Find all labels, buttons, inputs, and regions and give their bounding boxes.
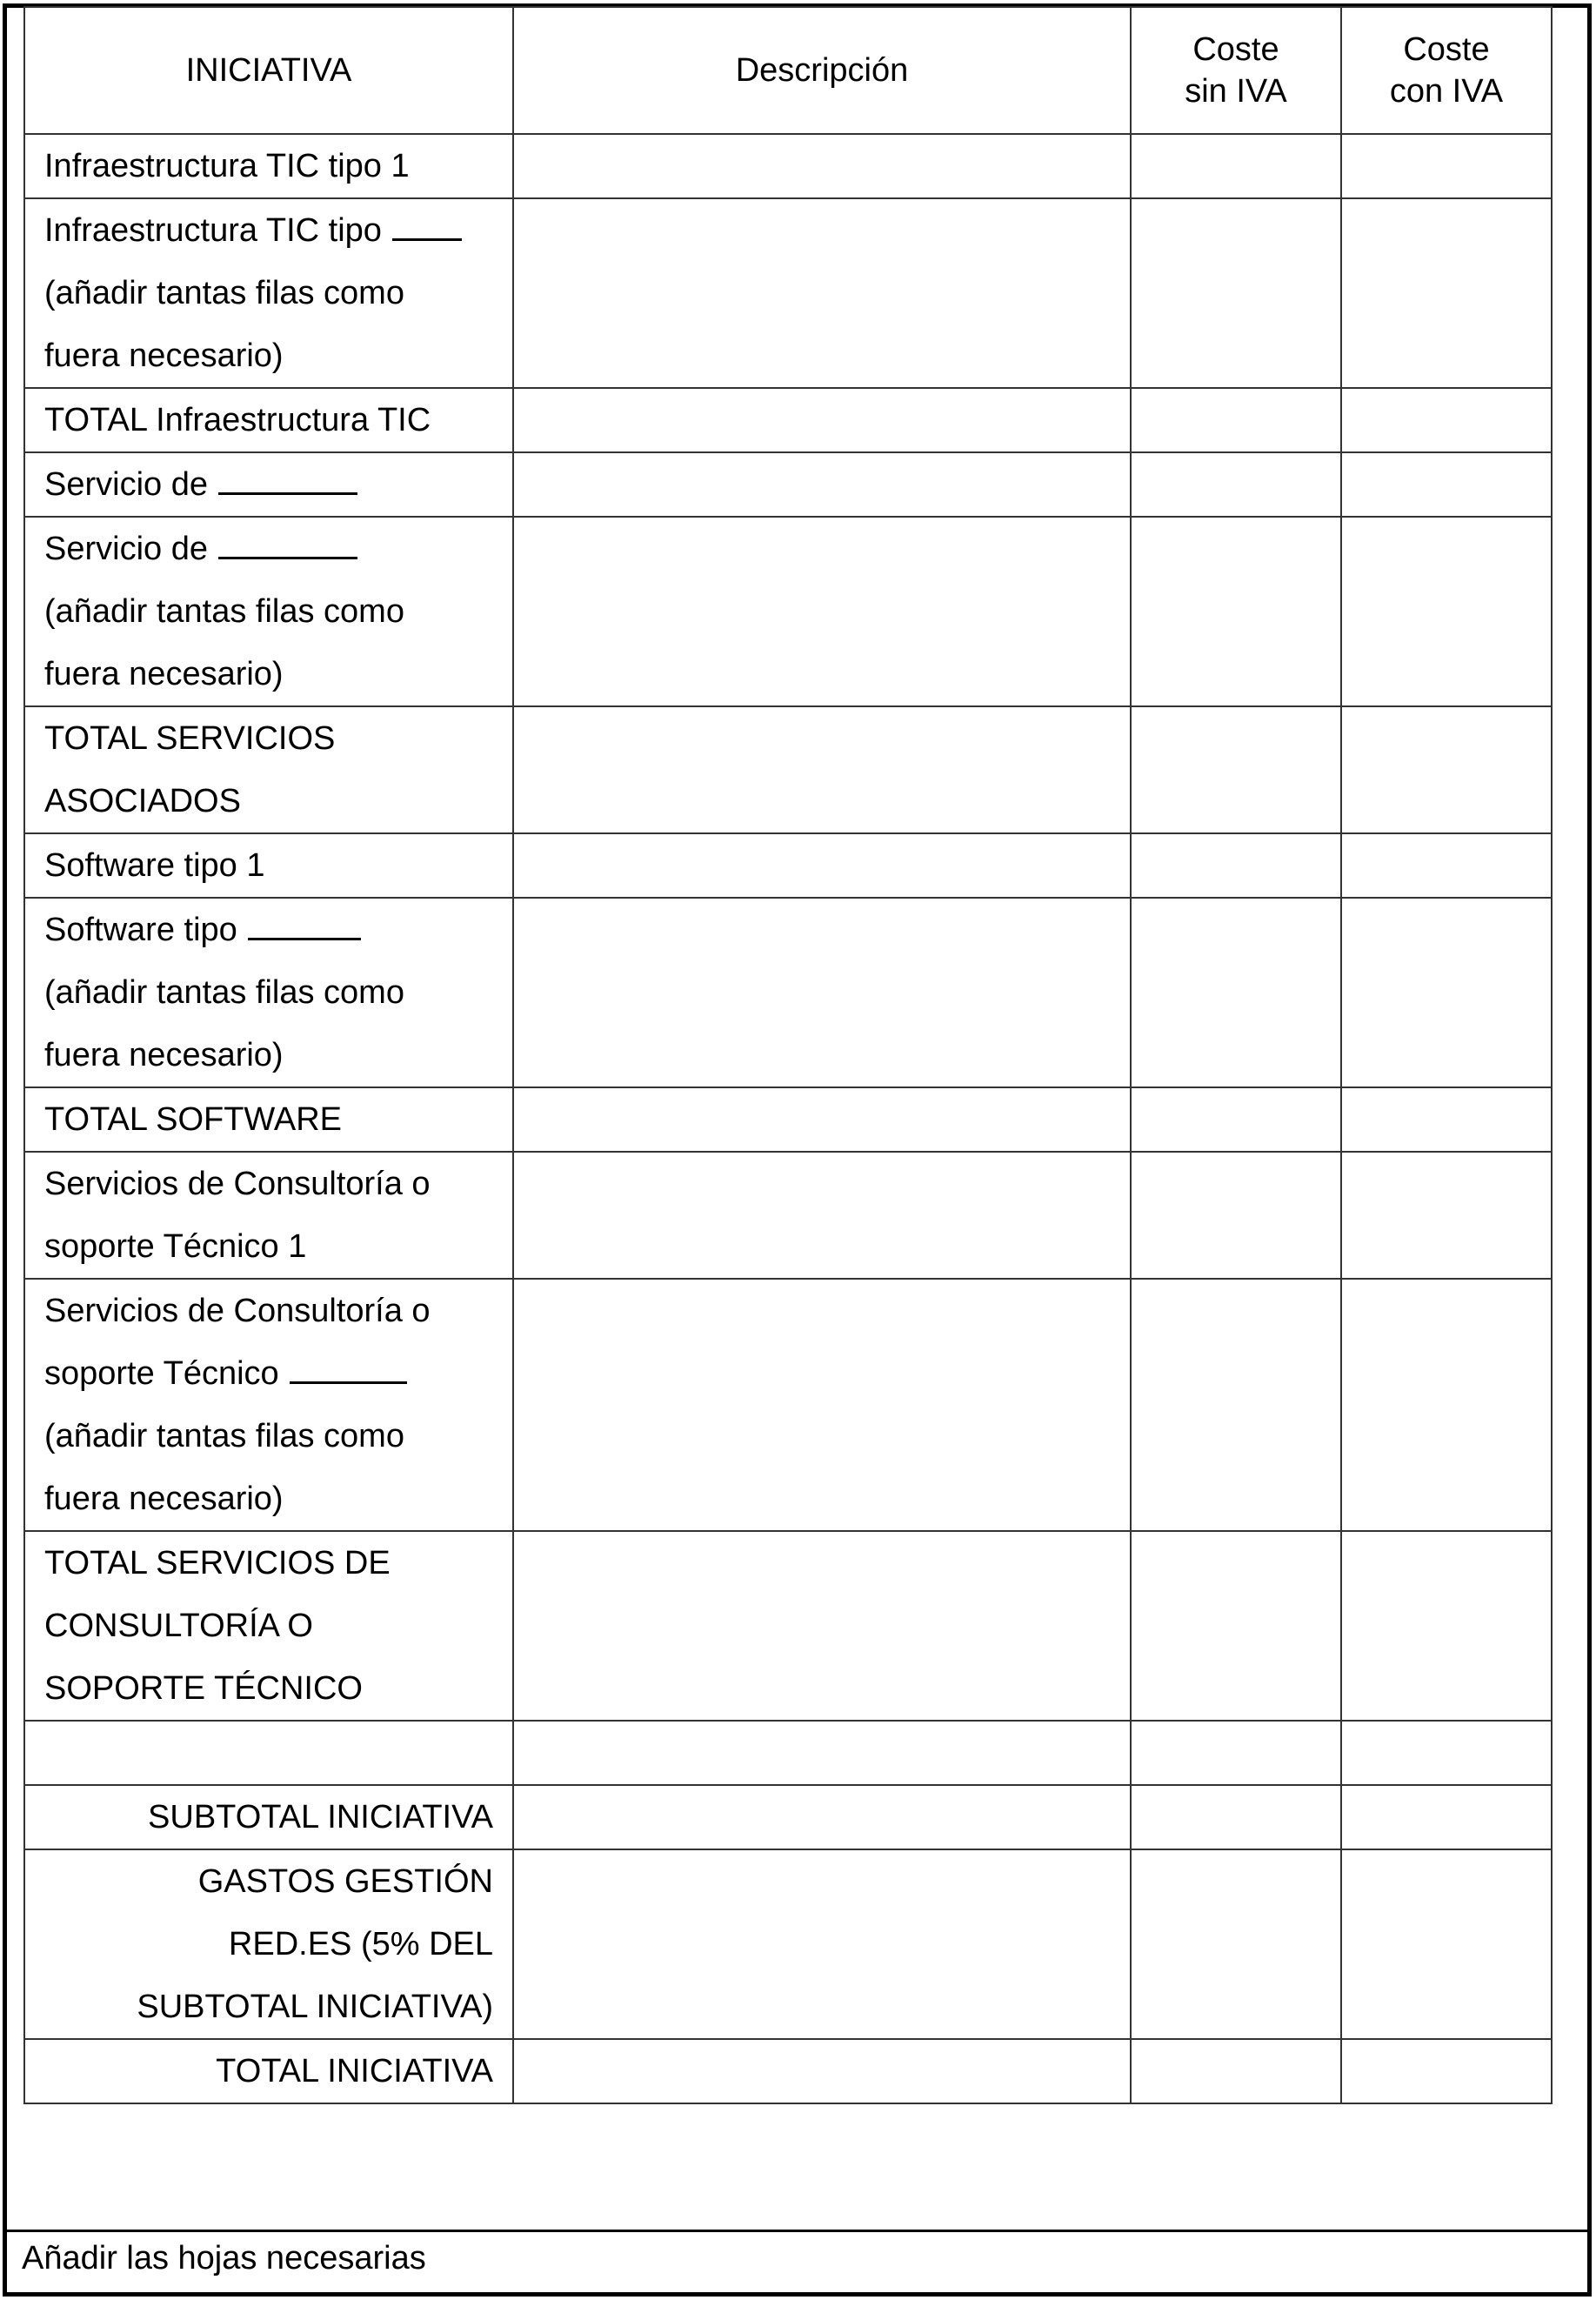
row-label-cell <box>24 1721 513 1785</box>
table-row <box>24 898 1552 1087</box>
row-label-cell <box>24 517 513 706</box>
table-row <box>24 1152 1552 1279</box>
coste-sin-iva-cell[interactable] <box>1131 517 1341 706</box>
row-label-cell <box>24 1279 513 1531</box>
row-label-text: soporte Técnico <box>44 1355 279 1392</box>
row-label-cell <box>24 198 513 388</box>
description-cell[interactable] <box>513 2039 1131 2103</box>
coste-con-iva-cell[interactable] <box>1341 1087 1552 1152</box>
header-coste-sin-iva: Coste sin IVA <box>1131 7 1341 134</box>
coste-sin-iva-cell[interactable] <box>1131 1785 1341 1849</box>
table-row <box>24 517 1552 706</box>
description-cell[interactable] <box>513 1849 1131 2039</box>
row-label-cell <box>24 1152 513 1279</box>
header-descripcion: Descripción <box>513 7 1131 134</box>
row-label-line: fuera necesario) <box>44 1037 284 1073</box>
table-row <box>24 833 1552 898</box>
table-row <box>24 1785 1552 1849</box>
coste-con-iva-cell[interactable] <box>1341 1785 1552 1849</box>
coste-con-iva-cell[interactable] <box>1341 134 1552 198</box>
row-label-line: soporte Técnico 1 <box>44 1228 307 1265</box>
coste-sin-iva-cell[interactable] <box>1131 706 1341 833</box>
table-row <box>24 1531 1552 1721</box>
row-label-line: fuera necesario) <box>44 1481 284 1517</box>
row-label-line: RED.ES (5% DEL <box>228 1926 493 1962</box>
row-label-line: CONSULTORÍA O <box>44 1608 313 1644</box>
row-label-line-with-blank <box>44 899 493 961</box>
coste-sin-iva-cell[interactable] <box>1131 1087 1341 1152</box>
fill-in-blank[interactable] <box>392 212 462 241</box>
row-label-cell <box>24 2039 513 2103</box>
description-cell[interactable] <box>513 517 1131 706</box>
table-row <box>24 706 1552 833</box>
table-row <box>24 2039 1552 2103</box>
description-cell[interactable] <box>513 1279 1131 1531</box>
row-label-line-with-blank <box>44 518 493 580</box>
row-label-text: Infraestructura TIC tipo <box>44 212 382 249</box>
description-cell[interactable] <box>513 388 1131 452</box>
fill-in-blank[interactable] <box>218 531 357 559</box>
coste-con-iva-cell[interactable] <box>1341 198 1552 388</box>
header-coste-con-iva: Coste con IVA <box>1341 7 1552 134</box>
row-label-line: (añadir tantas filas como <box>44 974 404 1011</box>
description-cell[interactable] <box>513 1785 1131 1849</box>
coste-sin-iva-cell[interactable] <box>1131 1279 1341 1531</box>
description-cell[interactable] <box>513 898 1131 1087</box>
description-cell[interactable] <box>513 833 1131 898</box>
description-cell[interactable] <box>513 1152 1131 1279</box>
fill-in-blank[interactable] <box>218 466 357 495</box>
table-row <box>24 388 1552 452</box>
row-label-line: TOTAL SOFTWARE <box>44 1101 343 1138</box>
coste-sin-iva-cell[interactable] <box>1131 1721 1341 1785</box>
row-label-line: fuera necesario) <box>44 338 284 374</box>
row-label-line <box>44 1722 493 1784</box>
row-label-line-with-blank <box>44 453 493 516</box>
header-row <box>24 7 1552 134</box>
row-label-cell <box>24 833 513 898</box>
table-row <box>24 134 1552 198</box>
description-cell[interactable] <box>513 452 1131 517</box>
description-cell[interactable] <box>513 1531 1131 1721</box>
description-cell[interactable] <box>513 198 1131 388</box>
coste-sin-iva-cell[interactable] <box>1131 388 1341 452</box>
row-label-line-with-blank <box>44 199 493 262</box>
budget-table <box>23 6 1553 2104</box>
row-label-line: SOPORTE TÉCNICO <box>44 1670 363 1707</box>
row-label-line: ASOCIADOS <box>44 783 241 819</box>
coste-sin-iva-cell[interactable] <box>1131 1849 1341 2039</box>
row-label-line: GASTOS GESTIÓN <box>197 1863 493 1900</box>
header-iniciativa: INICIATIVA <box>24 7 513 134</box>
coste-sin-iva-cell[interactable] <box>1131 2039 1341 2103</box>
coste-con-iva-cell[interactable] <box>1341 517 1552 706</box>
coste-con-iva-cell[interactable] <box>1341 452 1552 517</box>
coste-sin-iva-cell[interactable] <box>1131 833 1341 898</box>
coste-sin-iva-cell[interactable] <box>1131 134 1341 198</box>
row-label-line: TOTAL SERVICIOS DE <box>44 1545 391 1581</box>
fill-in-blank[interactable] <box>290 1355 407 1384</box>
coste-con-iva-cell[interactable] <box>1341 898 1552 1087</box>
coste-con-iva-cell[interactable] <box>1341 388 1552 452</box>
row-label-text: Servicio de <box>44 531 208 567</box>
row-label-cell <box>24 1531 513 1721</box>
coste-con-iva-cell[interactable] <box>1341 1279 1552 1531</box>
row-label-cell <box>24 706 513 833</box>
row-label-line: SUBTOTAL INICIATIVA) <box>137 1989 493 2025</box>
row-label-line-with-blank <box>44 1342 493 1405</box>
row-label-cell <box>24 134 513 198</box>
table-row <box>24 1721 1552 1785</box>
table-row <box>24 198 1552 388</box>
row-label-text: Servicio de <box>44 466 208 503</box>
table-body <box>24 134 1552 2103</box>
description-cell[interactable] <box>513 1087 1131 1152</box>
description-cell[interactable] <box>513 134 1131 198</box>
row-label-cell <box>24 388 513 452</box>
coste-con-iva-cell[interactable] <box>1341 1849 1552 2039</box>
row-label-line: Servicios de Consultoría o <box>44 1293 431 1329</box>
fill-in-blank[interactable] <box>248 912 361 940</box>
row-label-text: Software tipo <box>44 912 237 948</box>
row-label-cell <box>24 898 513 1087</box>
coste-con-iva-cell[interactable] <box>1341 1152 1552 1279</box>
row-label-line: (añadir tantas filas como <box>44 1418 404 1454</box>
coste-sin-iva-cell[interactable] <box>1131 898 1341 1087</box>
row-label-line: fuera necesario) <box>44 656 284 692</box>
row-label-cell <box>24 1087 513 1152</box>
coste-con-iva-cell[interactable] <box>1341 706 1552 833</box>
coste-con-iva-cell[interactable] <box>1341 2039 1552 2103</box>
table-row <box>24 1849 1552 2039</box>
coste-con-iva-cell[interactable] <box>1341 1531 1552 1721</box>
row-label-line: Software tipo 1 <box>44 847 265 884</box>
table-row <box>24 1279 1552 1531</box>
coste-sin-iva-cell[interactable] <box>1131 198 1341 388</box>
row-label-line: Infraestructura TIC tipo 1 <box>44 148 410 184</box>
row-label-line: SUBTOTAL INICIATIVA <box>148 1799 493 1835</box>
row-label-line: Servicios de Consultoría o <box>44 1166 431 1202</box>
row-label-line: (añadir tantas filas como <box>44 275 404 311</box>
coste-con-iva-cell[interactable] <box>1341 1721 1552 1785</box>
row-label-cell <box>24 1849 513 2039</box>
row-label-line: TOTAL Infraestructura TIC <box>44 402 431 438</box>
coste-con-iva-cell[interactable] <box>1341 833 1552 898</box>
footer-note: Añadir las hojas necesarias <box>3 2230 1592 2297</box>
table-row <box>24 1087 1552 1152</box>
coste-sin-iva-cell[interactable] <box>1131 1531 1341 1721</box>
row-label-line: TOTAL INICIATIVA <box>216 2053 493 2089</box>
row-label-cell <box>24 1785 513 1849</box>
description-cell[interactable] <box>513 706 1131 833</box>
row-label-cell <box>24 452 513 517</box>
row-label-line: TOTAL SERVICIOS <box>44 720 336 757</box>
row-label-line: (añadir tantas filas como <box>44 593 404 630</box>
description-cell[interactable] <box>513 1721 1131 1785</box>
coste-sin-iva-cell[interactable] <box>1131 452 1341 517</box>
coste-sin-iva-cell[interactable] <box>1131 1152 1341 1279</box>
table-row <box>24 452 1552 517</box>
